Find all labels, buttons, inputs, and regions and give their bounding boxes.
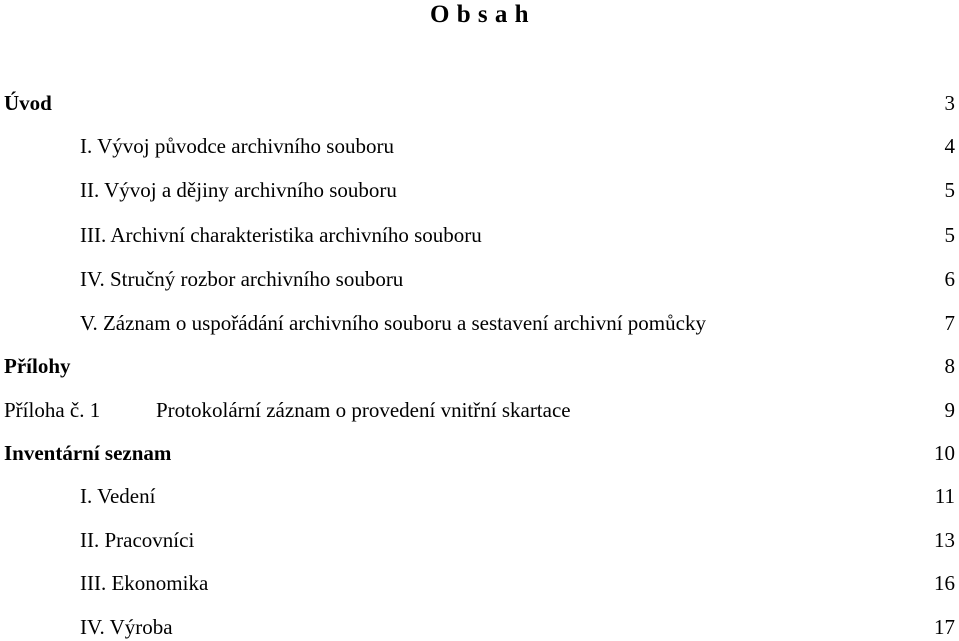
- toc-entry-inventar: [0, 439, 959, 467]
- toc-entry-page: 5: [944, 223, 955, 247]
- toc-entry-inventory-2: [0, 526, 959, 554]
- toc-entry-chapter-2: [0, 176, 959, 204]
- toc-entry-page: 9: [944, 398, 955, 422]
- toc-entry-page: 4: [944, 134, 955, 158]
- toc-entry-label: I. Vývoj původce archivního souboru: [80, 134, 394, 158]
- toc-entry-page: 8: [944, 354, 955, 378]
- toc-entry-priloha-1: [0, 396, 959, 424]
- toc-entry-inventory-4: [0, 613, 959, 641]
- toc-entry-page: 13: [934, 528, 955, 552]
- toc-entry-page: 6: [944, 267, 955, 291]
- toc-entry-label: IV. Stručný rozbor archivního souboru: [80, 267, 404, 291]
- toc-entry-inventory-3: [0, 569, 959, 597]
- page-title: O b s a h: [430, 1, 529, 28]
- toc-entry-chapter-4: [0, 265, 959, 293]
- toc-entry-page: 17: [934, 615, 955, 639]
- toc-entry-chapter-3: [0, 221, 959, 249]
- toc-entry-label: V. Záznam o uspořádání archivního souboru a sestavení archivní pomůcky: [80, 311, 706, 335]
- toc-entry-label: IV. Výroba: [80, 615, 173, 639]
- toc-entry-uvod: [0, 89, 959, 117]
- toc-entry-label: Inventární seznam: [4, 441, 172, 465]
- toc-entry-label: III. Ekonomika: [80, 571, 209, 595]
- toc-entry-inventory-1: [0, 482, 959, 510]
- toc-entry-label: Úvod: [4, 91, 52, 115]
- toc-entry-label: Přílohy: [4, 354, 71, 378]
- toc-entry-chapter-5: [0, 309, 959, 337]
- toc-entry-page: 7: [944, 311, 955, 335]
- toc-entry-label: I. Vedení: [80, 484, 156, 508]
- toc-entry-label: III. Archivní charakteristika archivního souboru: [80, 223, 482, 247]
- toc-entry-page: 10: [934, 441, 955, 465]
- toc-entry-label: II. Pracovníci: [80, 528, 195, 552]
- toc-entry-label: Příloha č. 1: [4, 398, 101, 422]
- toc-entry-label: II. Vývoj a dějiny archivního souboru: [80, 178, 397, 202]
- toc-entry-page: 11: [934, 484, 955, 508]
- toc-entry-page: 5: [944, 178, 955, 202]
- toc-entry-page: 3: [944, 91, 955, 115]
- toc-entry-page: 16: [934, 571, 955, 595]
- toc-entry-chapter-1: [0, 132, 959, 160]
- toc-entry-description: Protokolární záznam o provedení vnitřní skartace: [156, 398, 571, 422]
- toc-entry-prilohy: [0, 352, 959, 380]
